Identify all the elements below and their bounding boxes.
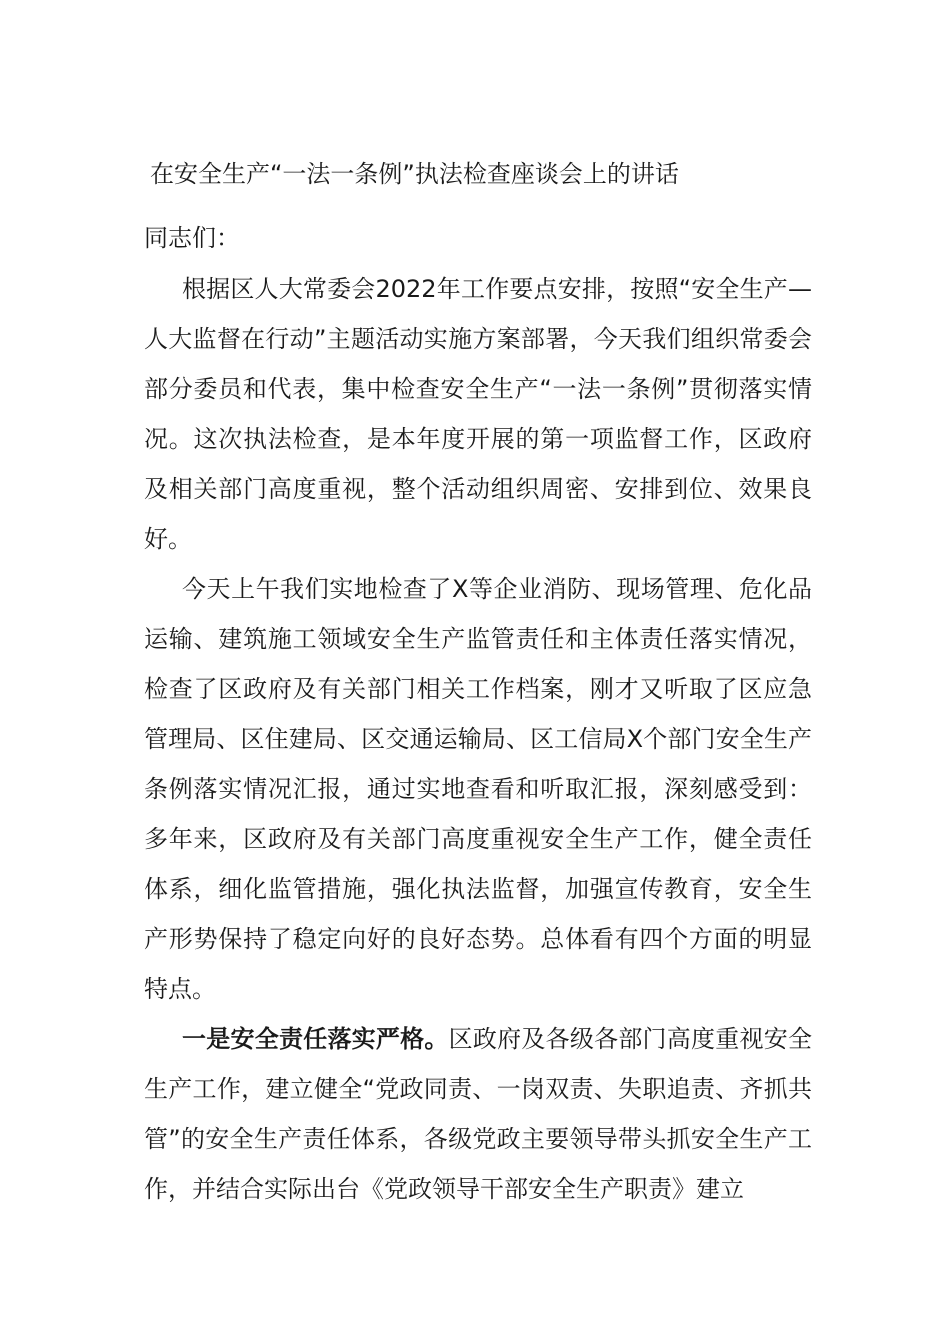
paragraph-lead: 一是安全责任落实严格。 (182, 1025, 449, 1053)
document-body (144, 264, 812, 1214)
paragraph-3 (144, 1014, 812, 1214)
salutation: 同志们： (144, 224, 240, 252)
paragraph-1 (144, 264, 812, 564)
paragraph-text: 区政府及各级各部门高度重视安全生产工作，建立健全“党政同责、一岗双责、失职追责、齐抓共管”的安全生产责任体系，各级党政主要领导带头抓安全生产工作，并结合实际出台《党政领导干部安全生产职责》建立 (144, 1025, 812, 1203)
paragraph-2 (144, 564, 812, 1014)
paragraph-text: 今天上午我们实地检查了X等企业消防、现场管理、危化品运输、建筑施工领域安全生产监管责任和主体责任落实情况，检查了区政府及有关部门相关工作档案，刚才又听取了区应急管理局、区住建局、区交通运输局、区工信局X个部门安全生产条例落实情况汇报，通过实地查看和听取汇报，深刻感受到：多年来，区政府及有关部门高度重视安全生产工作，健全责任体系，细化监管措施，强化执法监督，加强宣传教育，安全生产形势保持了稳定向好的良好态势。总体看有四个方面的明显特点。 (144, 575, 812, 1003)
paragraph-text: 根据区人大常委会2022年工作要点安排，按照“安全生产—人大监督在行动”主题活动实施方案部署，今天我们组织常委会部分委员和代表，集中检查安全生产“一法一条例”贯彻落实情况。这次执法检查，是本年度开展的第一项监督工作，区政府及相关部门高度重视，整个活动组织周密、安排到位、效果良好。 (144, 275, 812, 553)
document-title: 在安全生产“一法一条例”执法检查座谈会上的讲话 (150, 160, 679, 188)
